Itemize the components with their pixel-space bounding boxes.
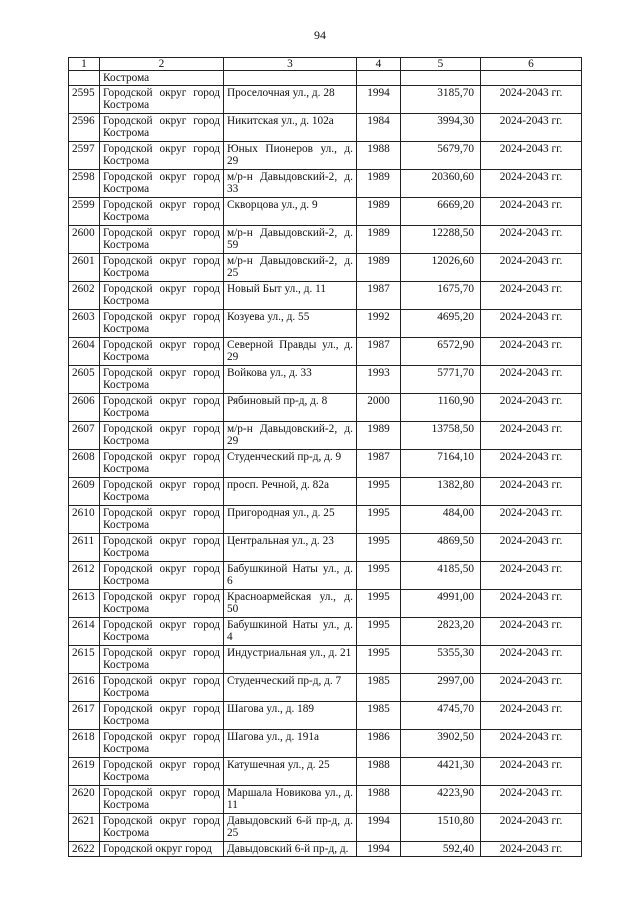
year-cell: 1985 [357,702,401,730]
municipality-cell: Городской округ город Кострома [100,366,224,394]
row-number-cell: 2612 [69,562,100,590]
address-cell: просп. Речной, д. 82а [224,478,357,506]
housing-register-table [68,57,582,857]
address-cell: Рябиновый пр-д, д. 8 [224,394,357,422]
address-cell: Войкова ул., д. 33 [224,366,357,394]
address-cell: Студенческий пр-д, д. 9 [224,450,357,478]
row-number-cell: 2618 [69,730,100,758]
year-cell: 1995 [357,534,401,562]
area-cell: 4223,90 [401,786,481,814]
year-cell: 1995 [357,590,401,618]
area-cell: 2997,00 [401,674,481,702]
year-cell: 1995 [357,478,401,506]
table-row [69,226,582,254]
municipality-cell: Городской округ город Кострома [100,254,224,282]
period-cell: 2024-2043 гг. [481,758,582,786]
table-row [69,198,582,226]
period-cell: 2024-2043 гг. [481,478,582,506]
period-cell: 2024-2043 гг. [481,254,582,282]
municipality-cell: Городской округ город Кострома [100,674,224,702]
year-cell: 1989 [357,198,401,226]
period-cell: 2024-2043 гг. [481,310,582,338]
address-cell: Давыдовский 6-й пр-д, д. 25 [224,814,357,842]
area-cell: 7164,10 [401,450,481,478]
table-row [69,450,582,478]
period-cell: 2024-2043 гг. [481,562,582,590]
area-cell: 4745,70 [401,702,481,730]
row-number-cell [69,71,100,86]
table-row [69,394,582,422]
address-cell: Козуева ул., д. 55 [224,310,357,338]
table-row [69,86,582,114]
area-cell: 3902,50 [401,730,481,758]
municipality-cell: Городской округ город Кострома [100,310,224,338]
header-cell: 6 [481,58,582,71]
municipality-cell: Городской округ город Кострома [100,282,224,310]
year-cell: 1989 [357,422,401,450]
municipality-cell: Городской округ город Кострома [100,702,224,730]
header-cell: 2 [100,58,224,71]
period-cell: 2024-2043 гг. [481,842,582,857]
address-cell: Северной Правды ул., д. 29 [224,338,357,366]
continuation-row [69,71,582,86]
row-number-cell: 2613 [69,590,100,618]
municipality-cell: Городской округ город Кострома [100,114,224,142]
period-cell: 2024-2043 гг. [481,506,582,534]
table-row [69,730,582,758]
year-cell: 1985 [357,674,401,702]
row-number-cell: 2617 [69,702,100,730]
period-cell: 2024-2043 гг. [481,590,582,618]
area-cell: 592,40 [401,842,481,857]
area-cell: 4869,50 [401,534,481,562]
table-row [69,590,582,618]
row-number-cell: 2619 [69,758,100,786]
period-cell: 2024-2043 гг. [481,730,582,758]
municipality-cell: Городской округ город Кострома [100,758,224,786]
table-row [69,170,582,198]
row-number-cell: 2606 [69,394,100,422]
row-number-cell: 2599 [69,198,100,226]
row-number-cell: 2602 [69,282,100,310]
area-cell: 5679,70 [401,142,481,170]
table-row-partial [69,842,582,857]
municipality-cell: Городской округ город Кострома [100,786,224,814]
row-number-cell: 2598 [69,170,100,198]
municipality-cell: Кострома [100,71,224,86]
year-cell: 1987 [357,282,401,310]
area-cell: 5355,30 [401,646,481,674]
municipality-cell: Городской округ город Кострома [100,562,224,590]
municipality-cell: Городской округ город Кострома [100,590,224,618]
row-number-cell: 2608 [69,450,100,478]
period-cell: 2024-2043 гг. [481,142,582,170]
year-cell: 1989 [357,226,401,254]
address-cell: Маршала Новикова ул., д. 11 [224,786,357,814]
header-cell: 1 [69,58,100,71]
address-cell: Бабушкиной Наты ул., д. 6 [224,562,357,590]
area-cell: 20360,60 [401,170,481,198]
period-cell: 2024-2043 гг. [481,786,582,814]
year-cell: 1989 [357,170,401,198]
table-row [69,422,582,450]
table-row [69,534,582,562]
row-number-cell: 2611 [69,534,100,562]
address-cell: м/р-н Давыдовский-2, д. 59 [224,226,357,254]
year-cell: 1995 [357,506,401,534]
year-cell: 1994 [357,814,401,842]
row-number-cell: 2595 [69,86,100,114]
area-cell: 13758,50 [401,422,481,450]
period-cell: 2024-2043 гг. [481,198,582,226]
municipality-cell: Городской округ город Кострома [100,198,224,226]
area-cell: 2823,20 [401,618,481,646]
column-number-header-row [69,58,582,71]
period-cell: 2024-2043 гг. [481,282,582,310]
period-cell: 2024-2043 гг. [481,450,582,478]
period-cell: 2024-2043 гг. [481,114,582,142]
address-cell: Центральная ул., д. 23 [224,534,357,562]
address-cell: м/р-н Давыдовский-2, д. 25 [224,254,357,282]
area-cell: 4695,20 [401,310,481,338]
address-cell: м/р-н Давыдовский-2, д. 29 [224,422,357,450]
year-cell: 1993 [357,366,401,394]
row-number-cell: 2605 [69,366,100,394]
row-number-cell: 2607 [69,422,100,450]
table-row [69,646,582,674]
area-cell [401,71,481,86]
period-cell: 2024-2043 гг. [481,534,582,562]
address-cell: Шагова ул., д. 191а [224,730,357,758]
table-row [69,254,582,282]
area-cell: 6669,20 [401,198,481,226]
area-cell: 4991,00 [401,590,481,618]
row-number-cell: 2615 [69,646,100,674]
area-cell: 12288,50 [401,226,481,254]
municipality-cell: Городской округ город Кострома [100,814,224,842]
area-cell: 3994,30 [401,114,481,142]
address-cell: Шагова ул., д. 189 [224,702,357,730]
municipality-cell: Городской округ город Кострома [100,170,224,198]
table-row [69,814,582,842]
area-cell: 484,00 [401,506,481,534]
municipality-cell: Городской округ город Кострома [100,450,224,478]
municipality-cell: Городской округ город Кострома [100,730,224,758]
area-cell: 6572,90 [401,338,481,366]
address-cell [224,71,357,86]
year-cell: 1988 [357,758,401,786]
address-cell: Скворцова ул., д. 9 [224,198,357,226]
municipality-cell: Городской округ город Кострома [100,86,224,114]
row-number-cell: 2622 [69,842,100,857]
period-cell: 2024-2043 гг. [481,646,582,674]
period-cell: 2024-2043 гг. [481,86,582,114]
year-cell: 1988 [357,142,401,170]
row-number-cell: 2604 [69,338,100,366]
year-cell: 1984 [357,114,401,142]
area-cell: 1382,80 [401,478,481,506]
year-cell: 1987 [357,338,401,366]
period-cell: 2024-2043 гг. [481,170,582,198]
municipality-cell: Городской округ город Кострома [100,142,224,170]
municipality-cell: Городской округ город Кострома [100,226,224,254]
row-number-cell: 2596 [69,114,100,142]
municipality-cell: Городской округ город [100,842,224,857]
row-number-cell: 2620 [69,786,100,814]
row-number-cell: 2609 [69,478,100,506]
table-row [69,310,582,338]
header-cell: 4 [357,58,401,71]
table-row [69,338,582,366]
area-cell: 4421,30 [401,758,481,786]
municipality-cell: Городской округ город Кострома [100,646,224,674]
table-row [69,786,582,814]
row-number-cell: 2614 [69,618,100,646]
period-cell [481,71,582,86]
address-cell: Бабушкиной Наты ул., д. 4 [224,618,357,646]
row-number-cell: 2597 [69,142,100,170]
address-cell: Катушечная ул., д. 25 [224,758,357,786]
period-cell: 2024-2043 гг. [481,338,582,366]
year-cell: 1995 [357,562,401,590]
table-row [69,506,582,534]
header-cell: 5 [401,58,481,71]
year-cell: 1995 [357,618,401,646]
year-cell: 1994 [357,842,401,857]
table-row [69,478,582,506]
municipality-cell: Городской округ город Кострома [100,422,224,450]
municipality-cell: Городской округ город Кострома [100,506,224,534]
period-cell: 2024-2043 гг. [481,814,582,842]
table-row [69,758,582,786]
row-number-cell: 2603 [69,310,100,338]
municipality-cell: Городской округ город Кострома [100,338,224,366]
address-cell: м/р-н Давыдовский-2, д. 33 [224,170,357,198]
row-number-cell: 2600 [69,226,100,254]
table-row [69,618,582,646]
page-number: 94 [314,28,326,42]
row-number-cell: 2616 [69,674,100,702]
area-cell: 3185,70 [401,86,481,114]
year-cell: 1987 [357,450,401,478]
year-cell [357,71,401,86]
address-cell: Проселочная ул., д. 28 [224,86,357,114]
area-cell: 1510,80 [401,814,481,842]
row-number-cell: 2610 [69,506,100,534]
table-row [69,142,582,170]
address-cell: Юных Пионеров ул., д. 29 [224,142,357,170]
address-cell: Красноармейская ул., д. 50 [224,590,357,618]
area-cell: 12026,60 [401,254,481,282]
period-cell: 2024-2043 гг. [481,702,582,730]
year-cell: 2000 [357,394,401,422]
year-cell: 1986 [357,730,401,758]
period-cell: 2024-2043 гг. [481,618,582,646]
address-cell: Никитская ул., д. 102а [224,114,357,142]
table-row [69,366,582,394]
municipality-cell: Городской округ город Кострома [100,394,224,422]
address-cell: Пригородная ул., д. 25 [224,506,357,534]
area-cell: 1675,70 [401,282,481,310]
period-cell: 2024-2043 гг. [481,366,582,394]
period-cell: 2024-2043 гг. [481,422,582,450]
year-cell: 1994 [357,86,401,114]
table-row [69,674,582,702]
address-cell: Новый Быт ул., д. 11 [224,282,357,310]
period-cell: 2024-2043 гг. [481,226,582,254]
address-cell: Индустриальная ул., д. 21 [224,646,357,674]
area-cell: 5771,70 [401,366,481,394]
row-number-cell: 2621 [69,814,100,842]
table-row [69,562,582,590]
address-cell: Давыдовский 6-й пр-д, д. [224,842,357,857]
area-cell: 4185,50 [401,562,481,590]
header-cell: 3 [224,58,357,71]
municipality-cell: Городской округ город Кострома [100,478,224,506]
year-cell: 1989 [357,254,401,282]
year-cell: 1988 [357,786,401,814]
table-row [69,114,582,142]
municipality-cell: Городской округ город Кострома [100,534,224,562]
year-cell: 1992 [357,310,401,338]
table-row [69,282,582,310]
address-cell: Студенческий пр-д, д. 7 [224,674,357,702]
area-cell: 1160,90 [401,394,481,422]
table-row [69,702,582,730]
year-cell: 1995 [357,646,401,674]
row-number-cell: 2601 [69,254,100,282]
period-cell: 2024-2043 гг. [481,394,582,422]
municipality-cell: Городской округ город Кострома [100,618,224,646]
period-cell: 2024-2043 гг. [481,674,582,702]
